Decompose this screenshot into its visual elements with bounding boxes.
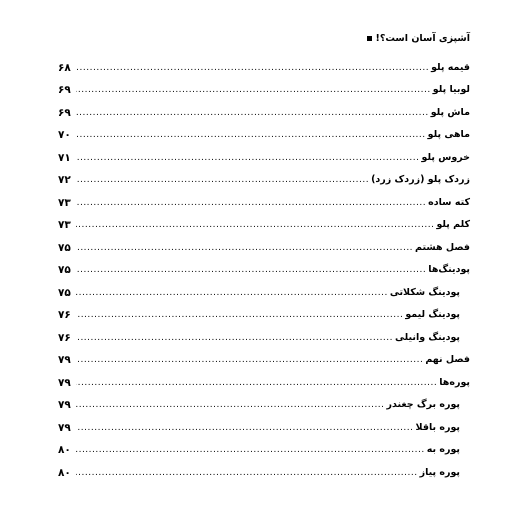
toc-entry-page: ۷۹: [58, 421, 71, 434]
dot-leader: [76, 354, 423, 366]
toc-entry: [58, 435, 470, 458]
toc-entry-page: ۷۳: [58, 219, 71, 231]
toc-entry-page: ۷۶: [58, 309, 71, 321]
toc-entry-page: ۷۵: [58, 286, 71, 299]
toc-entry-title: پودینگ شکلاتی: [389, 286, 460, 298]
toc-entry-page: ۷۲: [58, 174, 71, 186]
toc-entry-page: ۸۰: [58, 466, 71, 479]
toc-entry: [58, 187, 470, 210]
toc-section-title: پوره‌ها: [439, 376, 470, 388]
toc-entry-page: ۶۹: [58, 84, 71, 96]
toc-entry-page: ۷۳: [58, 196, 71, 209]
header-title: آشپزی آسان است؟!: [375, 32, 470, 44]
toc-entry-title: زردک پلو (زردک زرد): [371, 174, 470, 185]
toc-entry: [58, 412, 470, 435]
toc-entry-title: ماش پلو: [430, 106, 470, 118]
toc-section: [58, 255, 470, 278]
toc-entry: [58, 277, 470, 300]
toc-entry-title: پوره پیاز: [419, 466, 460, 478]
toc-entry-page: ۷۹: [58, 354, 71, 366]
toc-entry-title: پوره به: [426, 444, 460, 455]
dot-leader: [76, 129, 426, 141]
toc-entry: [58, 52, 470, 75]
toc-entry-page: ۶۹: [58, 106, 71, 119]
toc-entry-page: ۷۵: [58, 241, 71, 254]
dot-leader: [76, 444, 425, 456]
toc-entry-title: پودینگ لیمو: [405, 309, 460, 320]
toc-entry: [58, 142, 470, 165]
toc-entry: [58, 75, 470, 98]
toc-entry-page: ۷۹: [58, 376, 71, 389]
toc-entry-page: ۷۱: [58, 151, 71, 164]
dot-leader: [76, 287, 388, 299]
toc-entry-title: قیمه پلو: [431, 61, 470, 73]
toc-entry: [58, 322, 470, 345]
toc-chapter: [58, 232, 470, 255]
toc-entry-page: ۷۵: [58, 264, 71, 276]
dot-leader: [76, 197, 426, 209]
toc-entry-page: ۷۶: [58, 331, 71, 344]
toc-chapter-title: فصل هشتم: [415, 241, 470, 253]
dot-leader: [76, 219, 434, 231]
toc-section-title: پودینگ‌ها: [428, 264, 470, 275]
toc-entry-title: خروس پلو: [421, 151, 470, 163]
toc-entry-title: پوره برگ چغندر: [386, 399, 460, 410]
toc-entry-page: ۶۸: [58, 61, 71, 74]
dot-leader: [76, 377, 437, 389]
dot-leader: [76, 399, 385, 411]
toc-entry: [58, 210, 470, 233]
dot-leader: [76, 62, 429, 74]
dot-leader: [76, 84, 431, 96]
toc-entry-title: پودینگ وانیلی: [395, 331, 460, 343]
dot-leader: [76, 242, 413, 254]
toc-entry-page: ۷۰: [58, 129, 71, 141]
toc-entry-page: ۷۹: [58, 399, 71, 411]
toc-section: [58, 367, 470, 390]
toc-entry-title: پوره باقلا: [415, 421, 460, 433]
toc-entry: [58, 300, 470, 323]
toc-chapter: [58, 345, 470, 368]
square-bullet-icon: [367, 36, 372, 41]
running-header: [367, 31, 470, 45]
toc-entry-title: لوبیا پلو: [432, 84, 470, 95]
toc-entry: [58, 165, 470, 188]
dot-leader: [76, 174, 369, 186]
dot-leader: [76, 264, 426, 276]
toc-entry-title: کته ساده: [428, 196, 470, 208]
toc-entry: [58, 390, 470, 413]
toc-entry: [58, 120, 470, 143]
toc-entry-title: کلم پلو: [436, 219, 470, 230]
dot-leader: [76, 107, 429, 119]
toc-entry: [58, 97, 470, 120]
dot-leader: [76, 332, 393, 344]
dot-leader: [76, 422, 414, 434]
toc-entry-title: ماهی پلو: [427, 129, 470, 140]
dot-leader: [76, 152, 420, 164]
dot-leader: [76, 309, 403, 321]
toc-chapter-title: فصل نهم: [425, 354, 470, 365]
toc-entry: [58, 457, 470, 480]
toc-entry-page: ۸۰: [58, 444, 71, 456]
dot-leader: [76, 467, 418, 479]
table-of-contents: [58, 52, 470, 480]
